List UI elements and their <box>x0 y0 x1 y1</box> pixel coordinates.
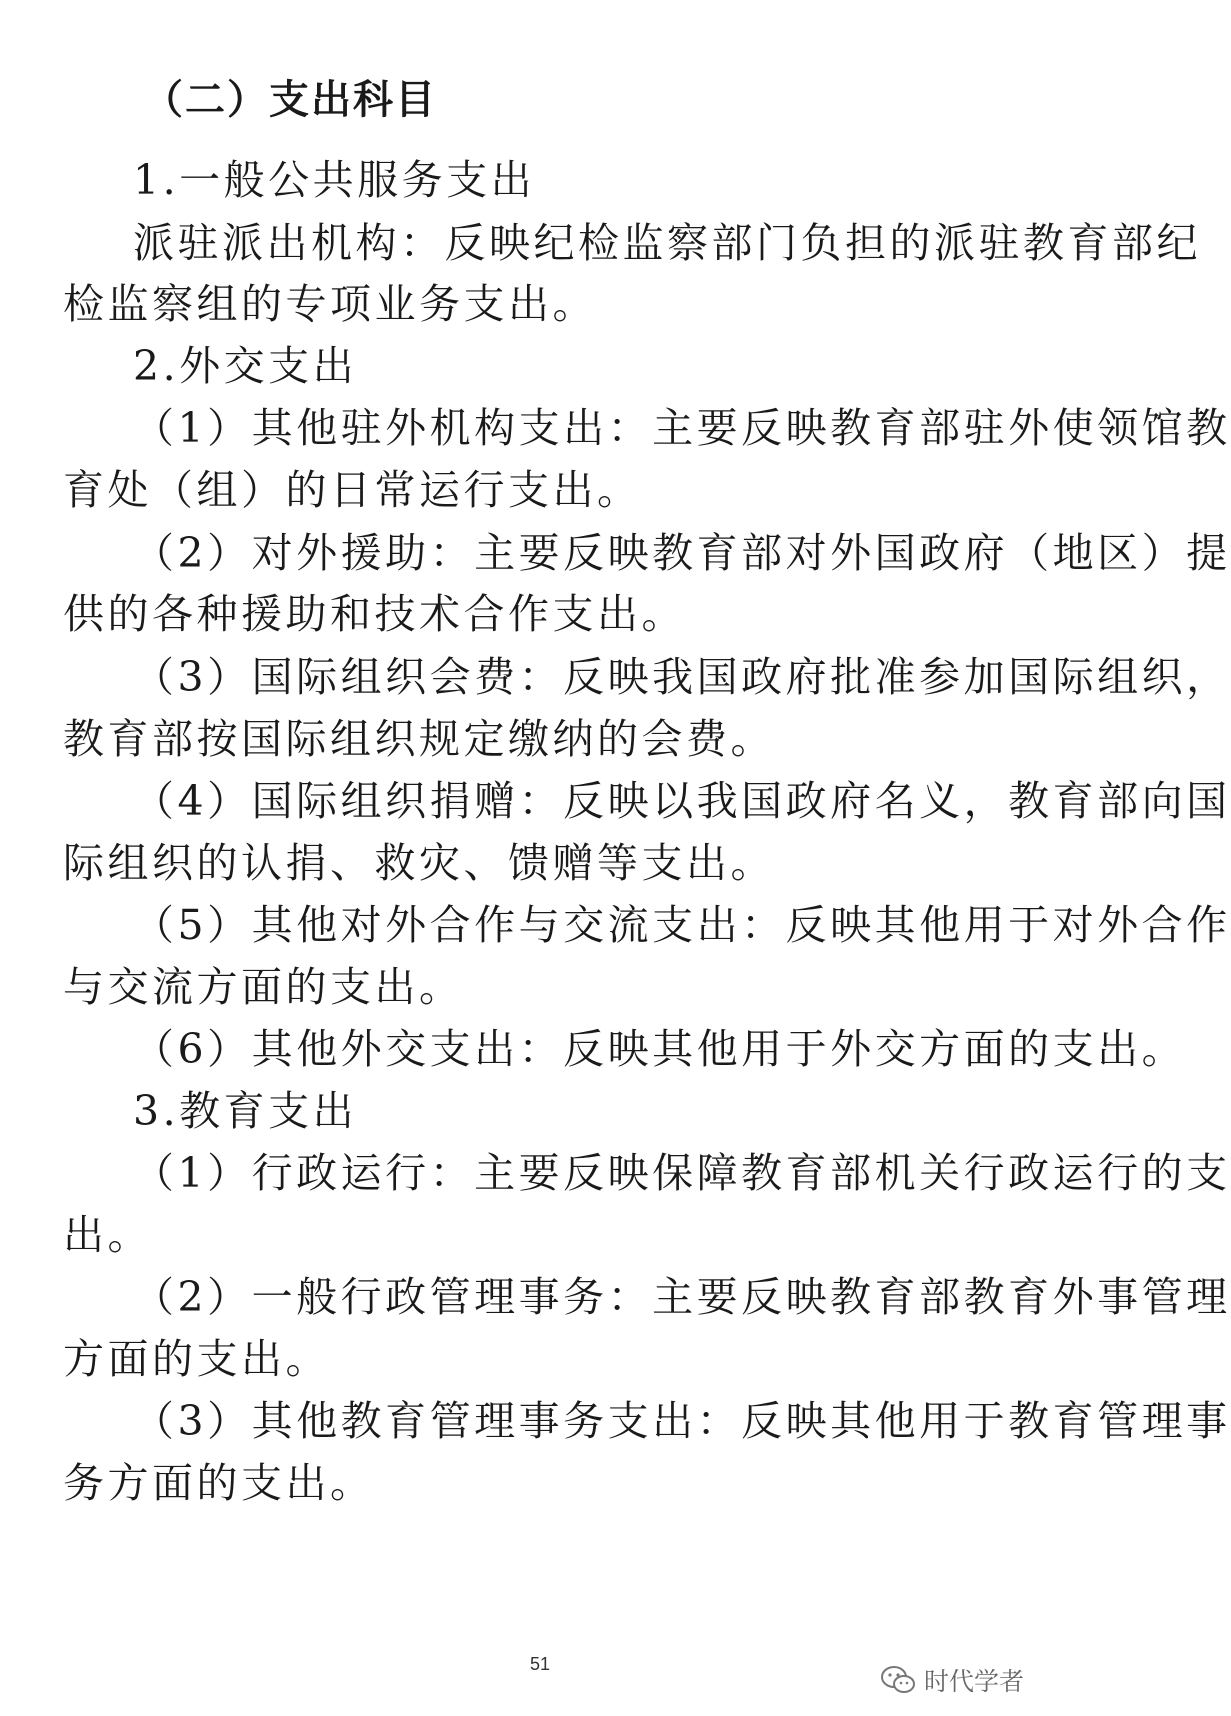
watermark <box>880 1662 1024 1698</box>
paragraph-line: 方面的支出。 <box>63 1335 330 1383</box>
paragraph-line: 教育部按国际组织规定缴纳的会费。 <box>63 715 775 763</box>
paragraph-line: （6）其他外交支出：反映其他用于外交方面的支出。 <box>133 1025 1187 1073</box>
page-number: 51 <box>529 1654 551 1674</box>
paragraph-line: 务方面的支出。 <box>63 1459 375 1507</box>
paragraph-line: （2）对外援助：主要反映教育部对外国政府（地区）提 <box>133 529 1231 577</box>
paragraph-line: 出。 <box>63 1211 152 1259</box>
subsection-title-foreign-affairs: 2.外交支出 <box>133 342 358 390</box>
wechat-icon <box>880 1665 916 1695</box>
section-heading: （二）支出科目 <box>143 77 437 123</box>
paragraph-line: （2）一般行政管理事务：主要反映教育部教育外事管理 <box>133 1273 1231 1321</box>
watermark-text: 时代学者 <box>924 1667 1025 1696</box>
paragraph-line: 与交流方面的支出。 <box>63 963 464 1011</box>
paragraph-line: （5）其他对外合作与交流支出：反映其他用于对外合作 <box>133 901 1231 949</box>
paragraph-line: 际组织的认捐、救灾、馈赠等支出。 <box>63 839 775 887</box>
paragraph-line: 育处（组）的日常运行支出。 <box>63 466 642 514</box>
paragraph-line: （1）其他驻外机构支出：主要反映教育部驻外使领馆教 <box>133 404 1231 452</box>
subsection-title-general-public-services: 1.一般公共服务支出 <box>133 156 536 204</box>
paragraph-line: （3）其他教育管理事务支出：反映其他用于教育管理事 <box>133 1397 1231 1445</box>
paragraph-line: （4）国际组织捐赠：反映以我国政府名义，教育部向国 <box>133 777 1231 825</box>
paragraph-line: （3）国际组织会费：反映我国政府批准参加国际组织， <box>133 653 1231 701</box>
subsection-title-education: 3.教育支出 <box>133 1087 358 1135</box>
paragraph-line: 检监察组的专项业务支出。 <box>63 280 597 328</box>
paragraph-line: 派驻派出机构：反映纪检监察部门负担的派驻教育部纪 <box>133 219 1201 267</box>
paragraph-line: 供的各种援助和技术合作支出。 <box>63 590 686 638</box>
paragraph-line: （1）行政运行：主要反映保障教育部机关行政运行的支 <box>133 1149 1231 1197</box>
